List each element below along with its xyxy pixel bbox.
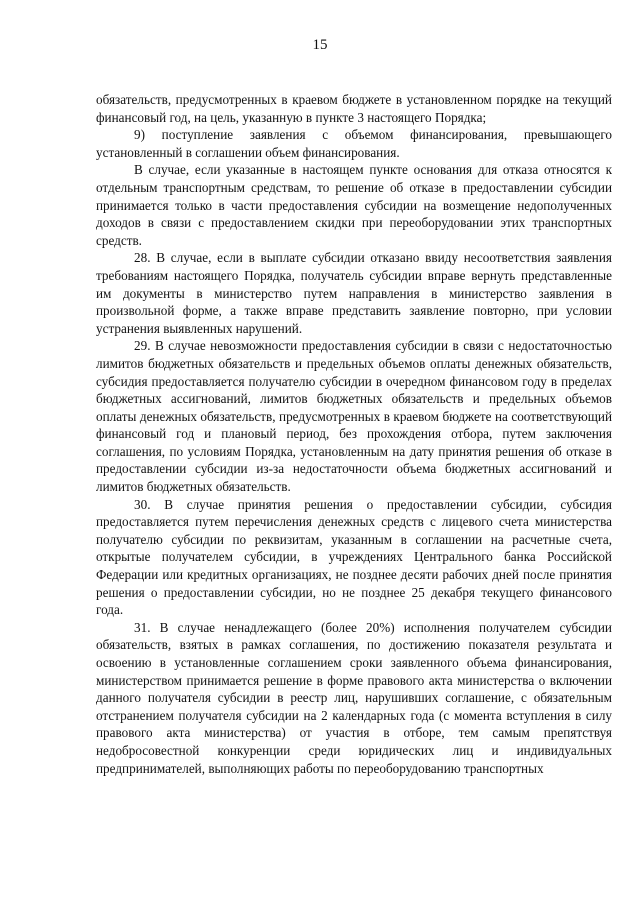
paragraph-29: 29. В случае невозможности предоставления субсидии в связи с недостаточностью лимитов бюджетных обязательств и предельных объемов оплаты денежных обязательств, субсидия предоставляется получателю субсидии в очередном финансовом году в пределах бюджетных ассигнований, лимитов бюджетных обязательств и предельных объемов оплаты денежных обязательств, предусмотренных в краевом бюджете на соответствующий финансовый год и плановый период, без прохождения отбора, путем заключения соглашения, по условиям Порядка, установленным на дату принятия решения об отказе в предоставлении субсидии из-за недостаточности объема бюджетных ассигнований и лимитов бюджетных обязательств. [96, 338, 612, 495]
paragraph-item-9: 9) поступление заявления с объемом финансирования, превышающего установленный в соглашении объем финансирования. [96, 127, 612, 160]
page-number: 15 [312, 37, 328, 53]
paragraph-30: 30. В случае принятия решения о предоставлении субсидии, субсидия предоставляется путем перечисления денежных средств с лицевого счета министерства получателю субсидии по реквизитам, указанным в соглашении на расчетные счета, открытые получателем субсидии, в учреждениях Центрального банка Российской Федерации или кредитных организациях, не позднее десяти рабочих дней после принятия решения о предоставлении субсидии, но не позднее 25 декабря текущего финансового года. [96, 496, 612, 618]
paragraph-28: 28. В случае, если в выплате субсидии отказано ввиду несоответствия заявления требованиям настоящего Порядка, получатель субсидии вправе вернуть представленные им документы в министерство путем направления в министерство заявления в произвольной форме, а также вправе представить заявление повторно, при условии устранения выявленных нарушений. [96, 250, 612, 336]
paragraph-continuation: обязательств, предусмотренных в краевом бюджете в установленном порядке на текущий финансовый год, на цель, указанную в пункте 3 настоящего Порядка; [96, 92, 612, 125]
paragraph-31: 31. В случае ненадлежащего (более 20%) исполнения получателем субсидии обязательств, взятых в рамках соглашения, по достижению показателя результата и освоению в установленные соглашением сроки заявленного объема финансирования, министерством принимается решение в форме правового акта министерства о включении данного получателя субсидии в реестр лиц, нарушивших соглашение, с обязательным отстранением получателя субсидии на 2 календарных года (с момента вступления в силу правового акта министерства) от участия в отборе, тем самым препятствуя недобросовестной конкуренции среди юридических лиц и индивидуальных предпринимателей, выполняющих работы по переоборудованию транспортных [96, 619, 612, 776]
paragraph-refusal-note: В случае, если указанные в настоящем пункте основания для отказа относятся к отдельным транспортным средствам, то решение об отказе в предоставлении субсидии принимается только в части предоставления субсидии на возмещение недополученных доходов в связи с предоставлением скидки при переоборудовании этих транспортных средств. [96, 162, 612, 248]
document-body [96, 91, 612, 777]
